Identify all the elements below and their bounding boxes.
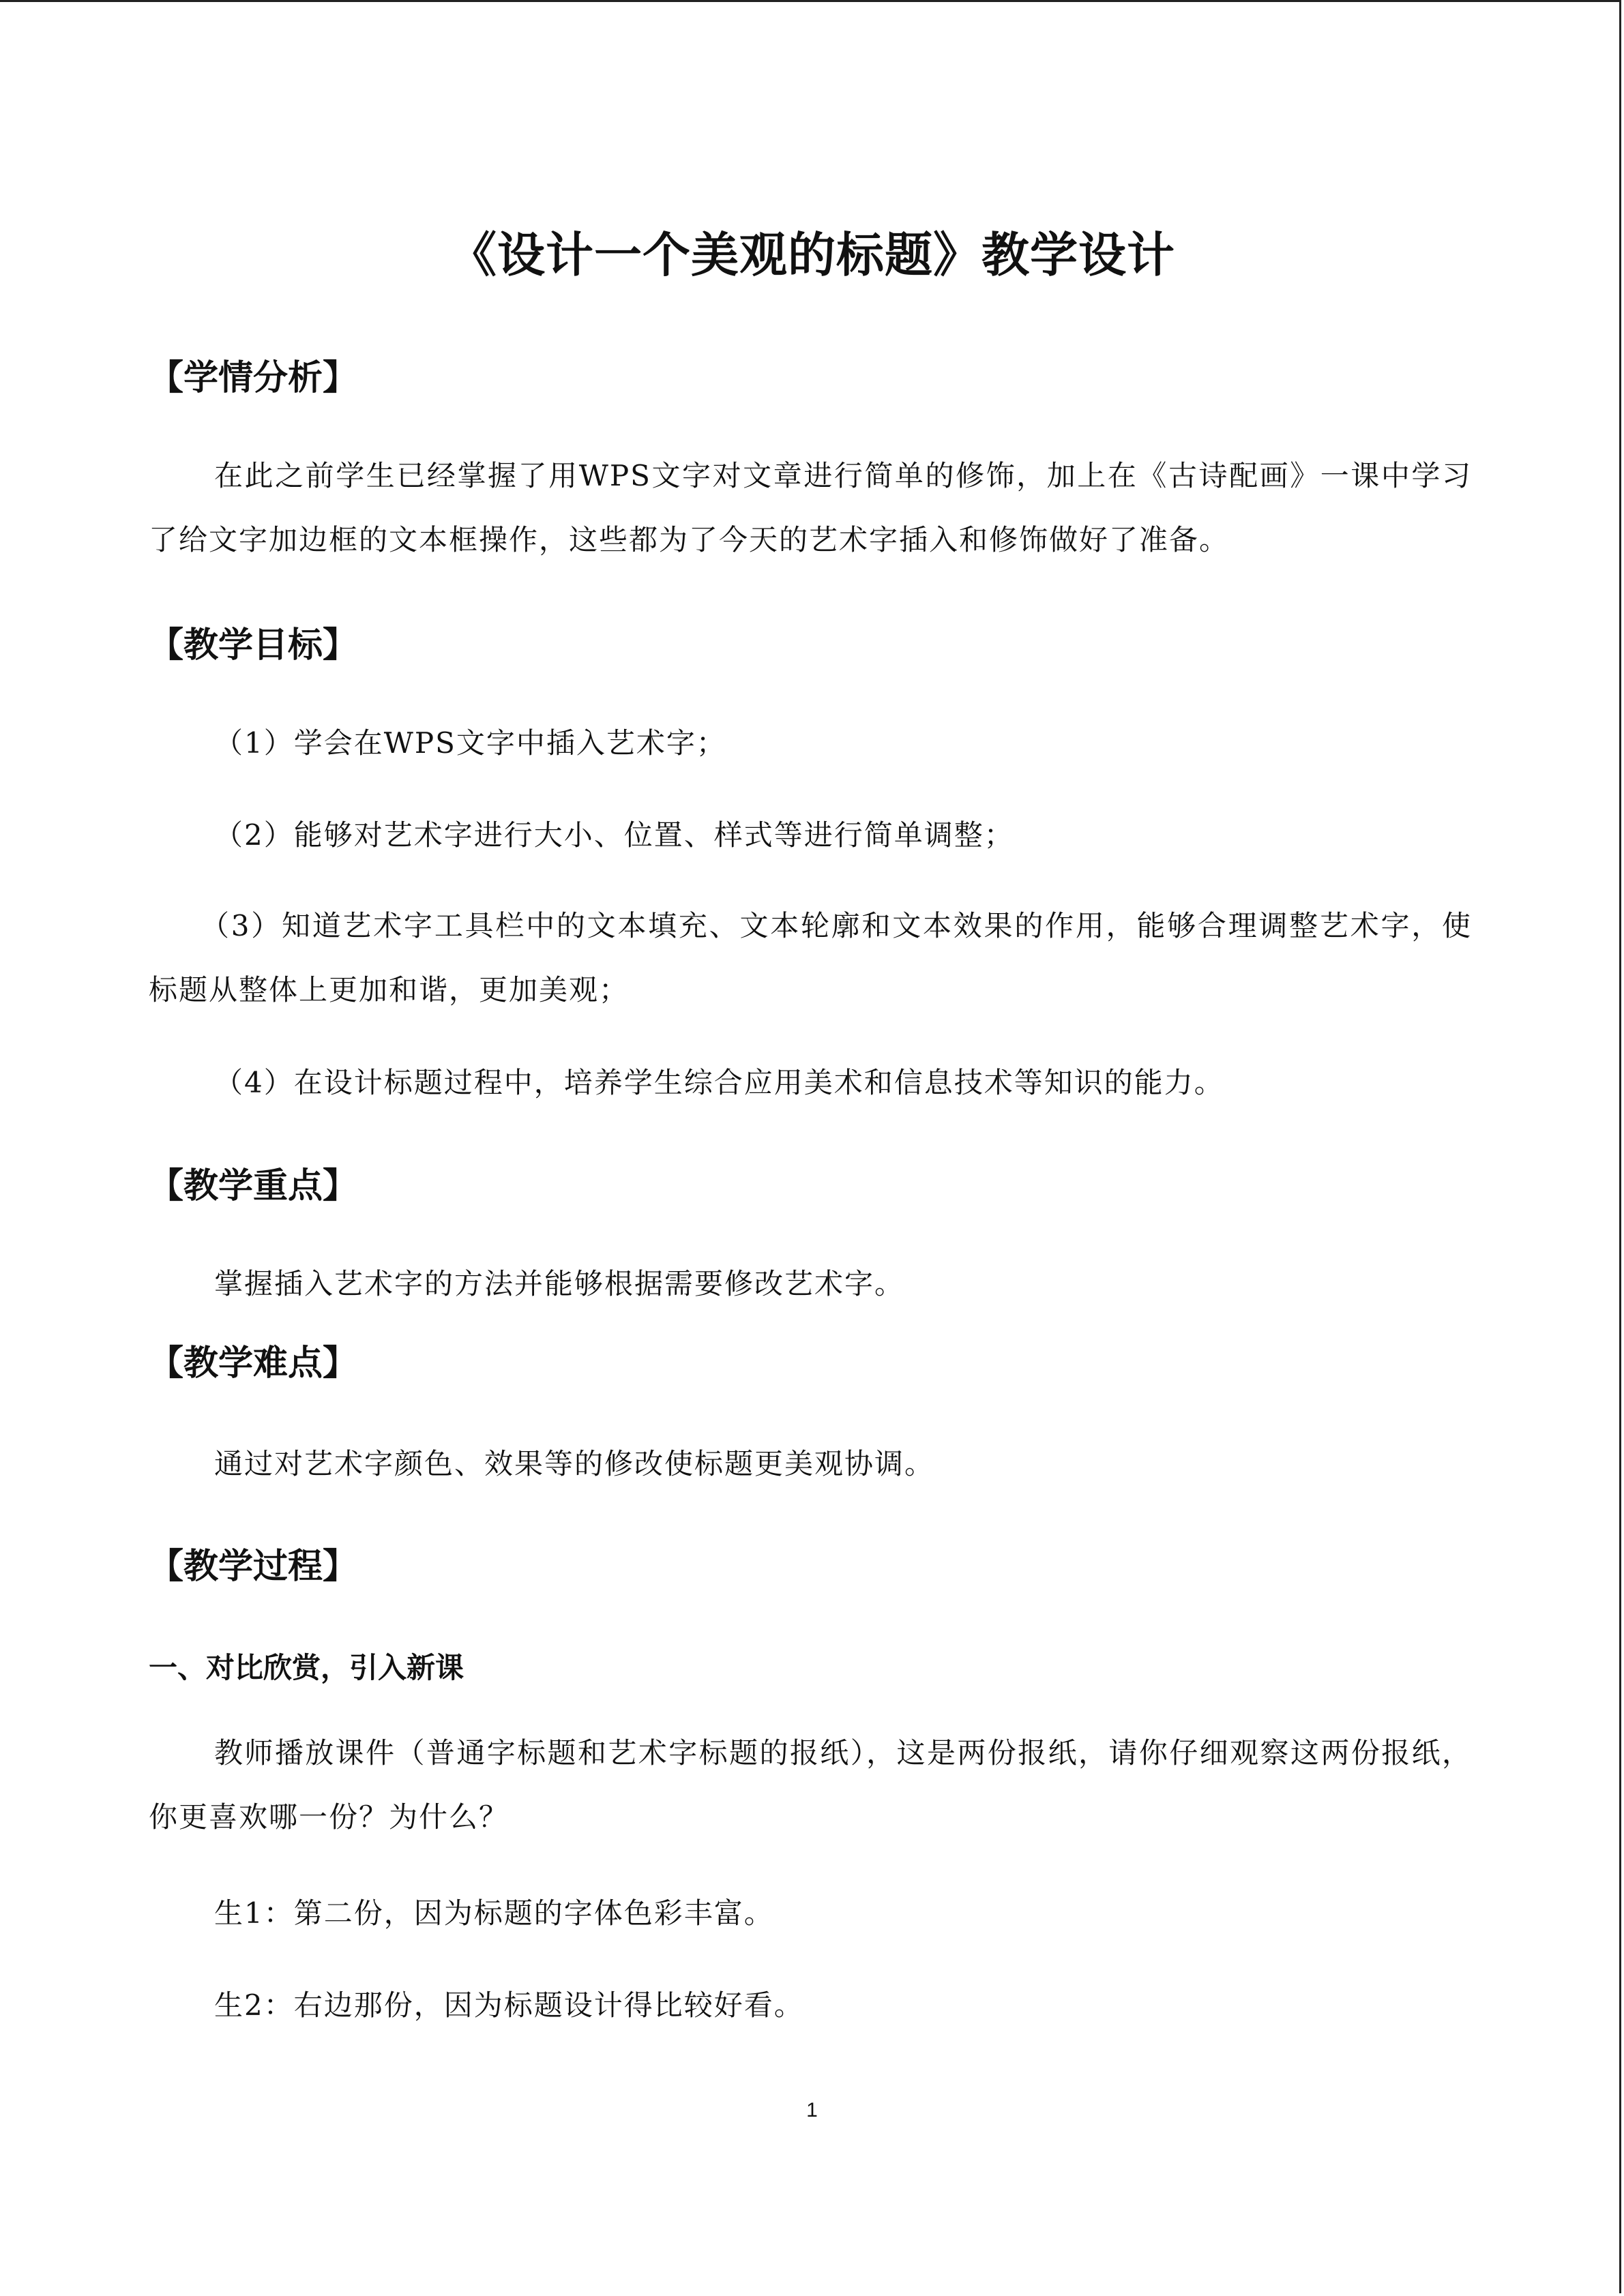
process-step1-heading: 一、对比欣赏，引入新课 [149,1651,464,1684]
page-number: 1 [806,2099,818,2121]
analysis-paragraph: 在此之前学生已经掌握了用WPS文字对文章进行简单的修饰，加上在《古诗配画》一课中学习了给文字加边框的文本框操作，这些都为了今天的艺术字插入和修饰做好了准备。 [149,459,1472,556]
goal-item-3: （3）知道艺术字工具栏中的文本填充、文本轮廓和文本效果的作用，能够合理调整艺术字，使标题从整体上更加和谐，更加美观； [149,909,1472,1007]
heading-process: 【教学过程】 [149,1547,358,1587]
student2-answer: 生2：右边那份，因为标题设计得比较好看。 [214,1988,804,2022]
process-step1-text: 教师播放课件（普通字标题和艺术字标题的报纸），这是两份报纸，请你仔细观察这两份报纸，你更喜欢哪一份？为什么？ [149,1736,1472,1834]
student1-answer: 生1：第二份，因为标题的字体色彩丰富。 [214,1896,774,1930]
heading-analysis: 【学情分析】 [149,358,358,398]
key-points-text: 掌握插入艺术字的方法并能够根据需要修改艺术字。 [214,1267,905,1300]
goal-item-4: （4）在设计标题过程中，培养学生综合应用美术和信息技术等知识的能力。 [214,1066,1224,1099]
difficulties-text: 通过对艺术字颜色、效果等的修改使标题更美观协调。 [214,1447,935,1480]
goal-item-1: （1）学会在WPS文字中插入艺术字； [214,726,726,760]
heading-difficulties: 【教学难点】 [149,1343,358,1384]
goal-item-2: （2）能够对艺术字进行大小、位置、样式等进行简单调整； [214,818,1014,852]
heading-goals: 【教学目标】 [149,625,358,666]
heading-key-points: 【教学重点】 [149,1166,358,1206]
document-title: 《设计一个美观的标题》教学设计 [449,227,1175,283]
